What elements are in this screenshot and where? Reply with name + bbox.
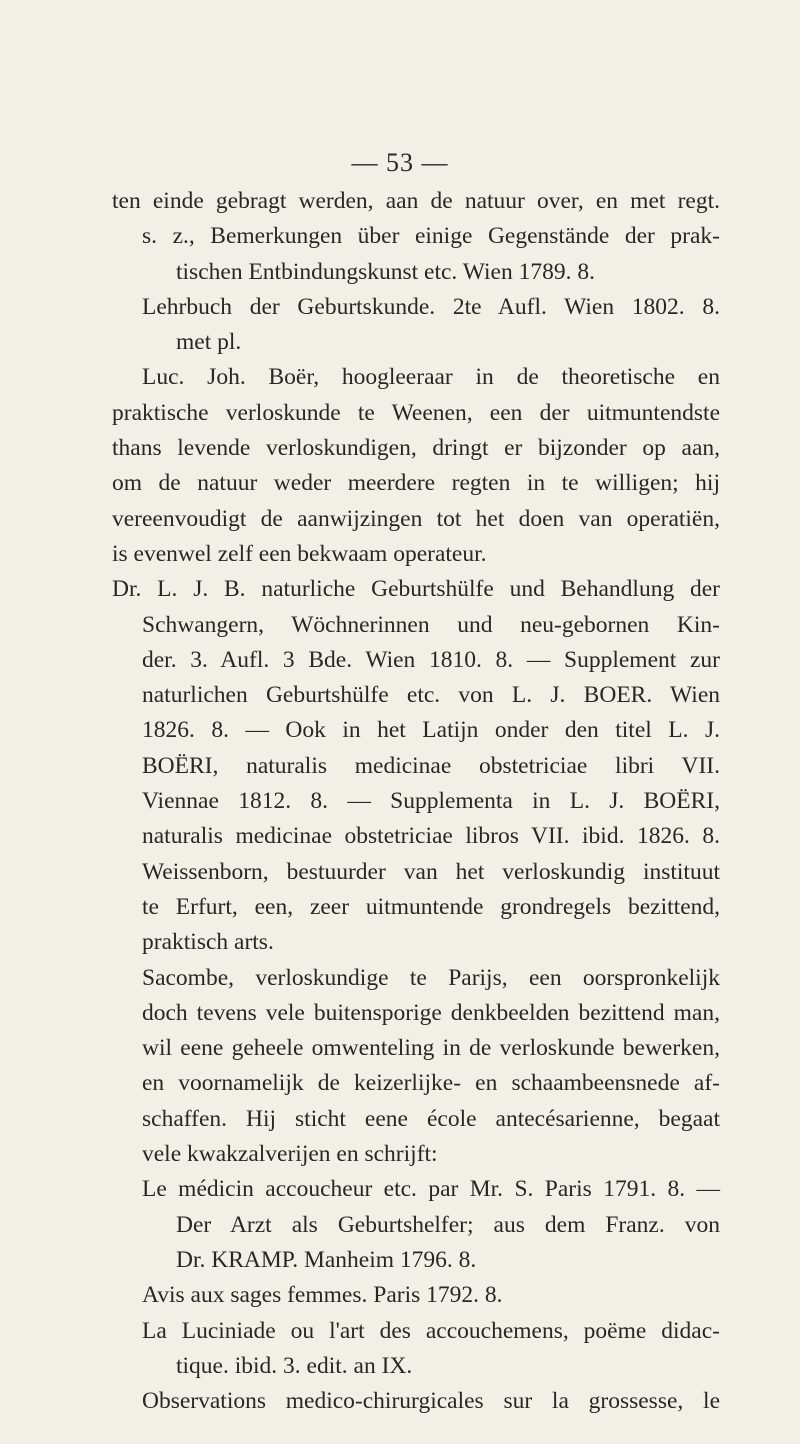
text-line: doch tevens vele buitensporige denkbeelden bezittend man,: [142, 999, 720, 1026]
text-line: 1826. 8. — Ook in het Latijn onder den titel L. J.: [142, 717, 720, 744]
text-line: te Erfurt, een, zeer uitmuntende grondregels bezittend,: [142, 893, 720, 920]
text-line: BOËRI, naturalis medicinae obstetriciae libri VII.: [142, 752, 720, 779]
text-line: naturalis medicinae obstetriciae libros VII. ibid. 1826. 8.: [142, 823, 720, 850]
text-line: vereenvoudigt de aanwijzingen tot het doen van operatiën,: [112, 505, 720, 532]
text-line: praktische verloskunde te Weenen, een der uitmuntendste: [112, 399, 720, 426]
text-line: om de natuur weder meerdere regten in te willigen; hij: [112, 470, 720, 497]
text-line: ten einde gebragt werden, aan de natuur over, en met regt.: [112, 188, 720, 214]
text-line: der. 3. Aufl. 3 Bde. Wien 1810. 8. — Supplement zur: [142, 646, 720, 673]
text-line: vele kwakzalverijen en schrijft:: [142, 1141, 438, 1168]
text-line: wil eene geheele omwenteling in de verloskunde bewerken,: [142, 1035, 720, 1062]
text-line: praktisch arts.: [142, 929, 274, 956]
text-line: tischen Entbindungskunst etc. Wien 1789. 8.: [176, 258, 595, 285]
text-line: s. z., Bemerkungen über einige Gegenstände der prak-: [142, 223, 720, 250]
text-line: is evenwel zelf een bekwaam operateur.: [112, 540, 487, 567]
text-line: naturlichen Geburtshülfe etc. von L. J. BOER. Wien: [142, 682, 720, 709]
page-number: — 53 —: [351, 148, 449, 177]
text-line: thans levende verloskundigen, dringt er bijzonder op aan,: [112, 435, 720, 462]
text-line: Observations medico-chirurgicales sur la grossesse, le: [142, 1388, 720, 1415]
text-line: Luc. Joh. Boër, hoogleeraar in de theoretische en: [142, 364, 720, 391]
text-line: tique. ibid. 3. edit. an IX.: [176, 1352, 413, 1379]
text-line: Viennae 1812. 8. — Supplementa in L. J. BOËRI,: [142, 788, 720, 815]
text-line: Dr. KRAMP. Manheim 1796. 8.: [176, 1246, 477, 1273]
text-line: La Luciniade ou l'art des accouchemens, poëme didac-: [142, 1317, 720, 1344]
body-text: [112, 184, 720, 1419]
text-line: Le médicin accoucheur etc. par Mr. S. Paris 1791. 8. —: [142, 1176, 720, 1203]
text-line: met pl.: [176, 329, 242, 356]
text-line: Avis aux sages femmes. Paris 1792. 8.: [142, 1282, 503, 1309]
text-line: Schwangern, Wöchnerinnen und neu-gebornen Kin-: [142, 611, 720, 638]
text-line: en voornamelijk de keizerlijke- en schaambeensnede af-: [142, 1070, 720, 1097]
text-line: Lehrbuch der Geburtskunde. 2te Aufl. Wien 1802. 8.: [142, 293, 720, 320]
text-line: Weissenborn, bestuurder van het verloskundig instituut: [142, 858, 720, 885]
text-line: Sacombe, verloskundige te Parijs, een oorspronkelijk: [142, 964, 720, 991]
text-line: Der Arzt als Geburtshelfer; aus dem Franz. von: [176, 1211, 720, 1238]
text-line: Dr. L. J. B. naturliche Geburtshülfe und Behandlung der: [112, 576, 720, 603]
text-line: schaffen. Hij sticht eene école antecésarienne, begaat: [142, 1105, 720, 1132]
